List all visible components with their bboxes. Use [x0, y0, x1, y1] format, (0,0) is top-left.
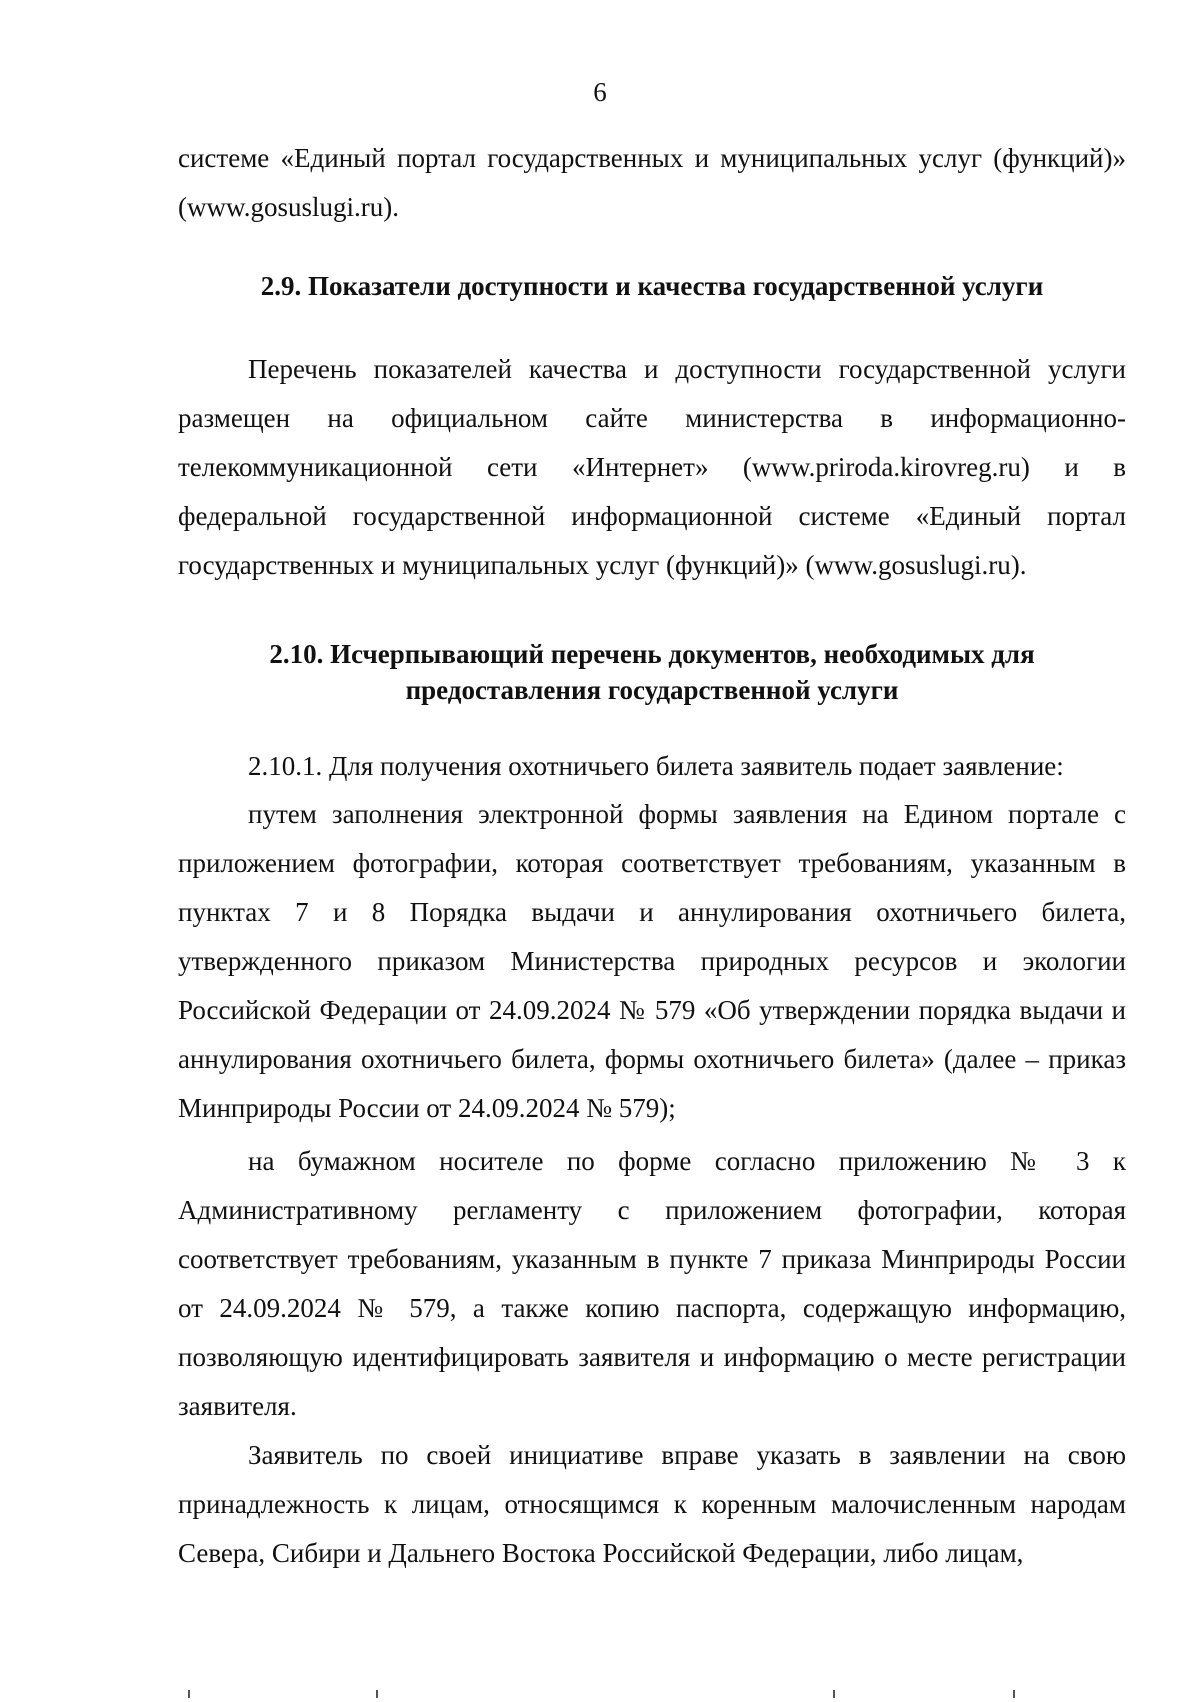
paragraph-electronic-form: путем заполнения электронной формы заявления на Едином портале с приложением фотографии, которая соответствует требованиям, указанным в пунктах 7 и 8 Порядка выдачи и аннулирования охотничьего билета, утвержденного приказом Министерства природных ресурсов и экологии Российской Федерации от 24.09.2024 № 579 «Об утверждении порядка выдачи и аннулирования охотничьего билета, формы охотничьего билета» (далее – приказ Минприроды России от 24.09.2024 № 579); [178, 799, 1126, 1123]
scan-mark [1013, 1690, 1015, 1698]
paragraph-2-10-1: 2.10.1. Для получения охотничьего билета заявитель подает заявление: [248, 751, 1064, 781]
paragraph-paper-form: на бумажном носителе по форме согласно приложению № 3 к Административному регламенту с приложением фотографии, которая соответствует требованиям, указанным в пункте 7 приказа Минприроды России от 24.09.2024 № 579, а также копию паспорта, содержащую информацию, позволяющую идентифицировать заявителя и информацию о месте регистрации заявителя. [178, 1146, 1126, 1421]
scan-mark [188, 1690, 190, 1698]
scan-mark [833, 1690, 835, 1698]
paragraph-applicant-initiative: Заявитель по своей инициативе вправе указать в заявлении на свою принадлежность к лицам, относящимся к коренным малочисленным народам Севера, Сибири и Дальнего Востока Российской Федерации, либо лицам, [178, 1440, 1126, 1568]
scan-mark [376, 1690, 378, 1698]
continuation-paragraph: системе «Единый портал государственных и муниципальных услуг (функций)» (www.gosuslugi.ru). [178, 143, 1126, 222]
page-number: 6 [593, 77, 607, 107]
section-2-10-heading: 2.10. Исчерпывающий перечень документов, необходимых для предоставления государственной услуги [269, 639, 1035, 705]
scan-edge-marks [0, 1690, 1200, 1702]
section-2-9-paragraph: Перечень показателей качества и доступности государственной услуги размещен на официальном сайте министерства в информационно-телекоммуникационной сети «Интернет» (www.priroda.kirovreg.ru) и в федеральной государственной информационной системе «Единый портал государственных и муниципальных услуг (функций)» (www.gosuslugi.ru). [178, 354, 1126, 580]
section-2-9-heading: 2.9. Показатели доступности и качества государственной услуги [260, 271, 1044, 301]
